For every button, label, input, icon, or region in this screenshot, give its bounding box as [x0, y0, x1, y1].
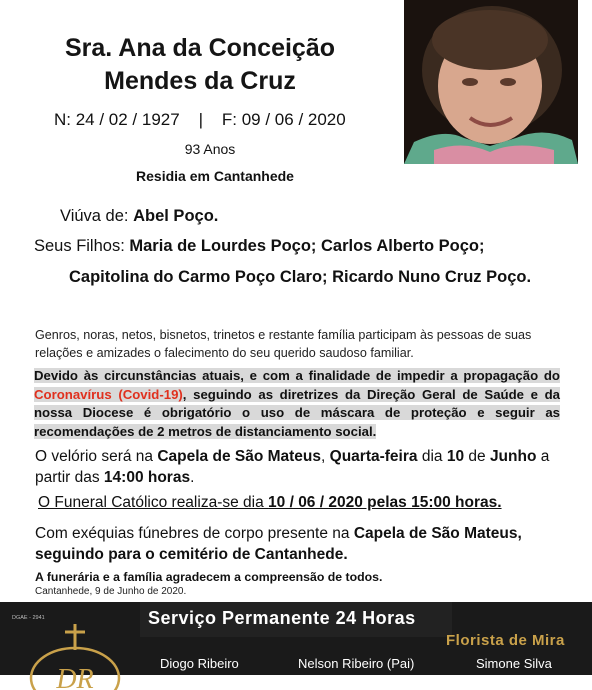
wake-text: ,: [321, 448, 330, 465]
birth-death-dates: N: 24 / 02 / 1927 | F: 09 / 06 / 2020: [54, 110, 346, 129]
age: 93 Anos: [184, 141, 236, 157]
wake-text: .: [190, 469, 195, 486]
funeral-datetime: 10 / 06 / 2020 pelas 15:00 horas.: [268, 494, 502, 511]
wake-text: a partir das: [35, 448, 550, 486]
funeral-home-logo: [20, 620, 130, 690]
wake-day: Quarta-feira: [329, 448, 418, 465]
wake-text: O velório será na: [35, 448, 158, 465]
funeral-text: O Funeral Católico realiza-se dia: [38, 494, 269, 511]
children-label: Seus Filhos:: [34, 237, 125, 255]
wake-place: Capela de São Mateus: [157, 448, 322, 465]
exequies-place: Capela de São Mateus: [353, 525, 518, 542]
place-date: Cantanhede, 9 de Junho de 2020.: [35, 586, 187, 597]
wake-date: 10: [446, 448, 465, 465]
residence: Residia em Cantanhede: [136, 168, 294, 184]
contact-name: Diogo Ribeiro: [160, 656, 239, 671]
logo-text: DR: [56, 664, 94, 690]
deceased-photo: [404, 0, 578, 164]
covid-text-1: Devido às circunstâncias atuais, e com a finalidade de impedir a propagação do: [34, 368, 560, 383]
florist-name: Florista de Mira: [446, 632, 565, 649]
wake-text: dia: [417, 448, 447, 465]
exequies-notice: [35, 523, 565, 565]
widow-line: [60, 207, 218, 226]
wake-month: Junho: [489, 448, 537, 465]
covid-notice: [34, 367, 560, 441]
family-notice: Genros, noras, netos, bisnetos, trinetos e restante família participam às pessoas de suas relações e amizades o falecimento do seu querido saudoso familiar.: [35, 328, 532, 360]
covid-text-2: , seguindo as diretrizes da Direção Geral de Saúde e da nossa Diocese é obrigatório o uso de máscara de proteção e seguir as recomendações de 2 metros de distanciamento social.: [34, 386, 560, 439]
exequies-destination: seguindo para o cemitério de Cantanhede.: [35, 546, 348, 563]
funeral-notice: [38, 494, 502, 512]
contact-name: Simone Silva: [476, 656, 552, 671]
wake-time: 14:00 horas: [103, 469, 191, 486]
widow-name: Abel Poço.: [133, 207, 219, 225]
service-hours: Serviço Permanente 24 Horas: [148, 608, 416, 628]
children-names-2: Capitolina do Carmo Poço Claro; Ricardo Nuno Cruz Poço.: [69, 268, 532, 286]
covid-virus-name: Coronavírus (Covid-19): [34, 386, 183, 402]
children-line-2: [69, 268, 531, 287]
deceased-name-line2: Mendes da Cruz: [104, 67, 296, 95]
thanks-note: A funerária e a família agradecem a compreensão de todos.: [35, 570, 383, 584]
widow-label: Viúva de:: [60, 207, 129, 225]
exequies-text: Com exéquias fúnebres de corpo presente na: [35, 525, 354, 542]
license-code: DGAE - 2941: [12, 615, 45, 621]
exequies-text: ,: [517, 525, 522, 542]
contact-name: Nelson Ribeiro (Pai): [298, 656, 415, 671]
children-names-1: Maria de Lourdes Poço; Carlos Alberto Poço;: [129, 237, 485, 255]
deceased-name-line1: Sra. Ana da Conceição: [65, 34, 335, 62]
wake-notice: [35, 446, 565, 488]
wake-text: de: [464, 448, 490, 465]
children-line-1: [34, 237, 485, 256]
funeral-home-footer: [0, 602, 592, 690]
